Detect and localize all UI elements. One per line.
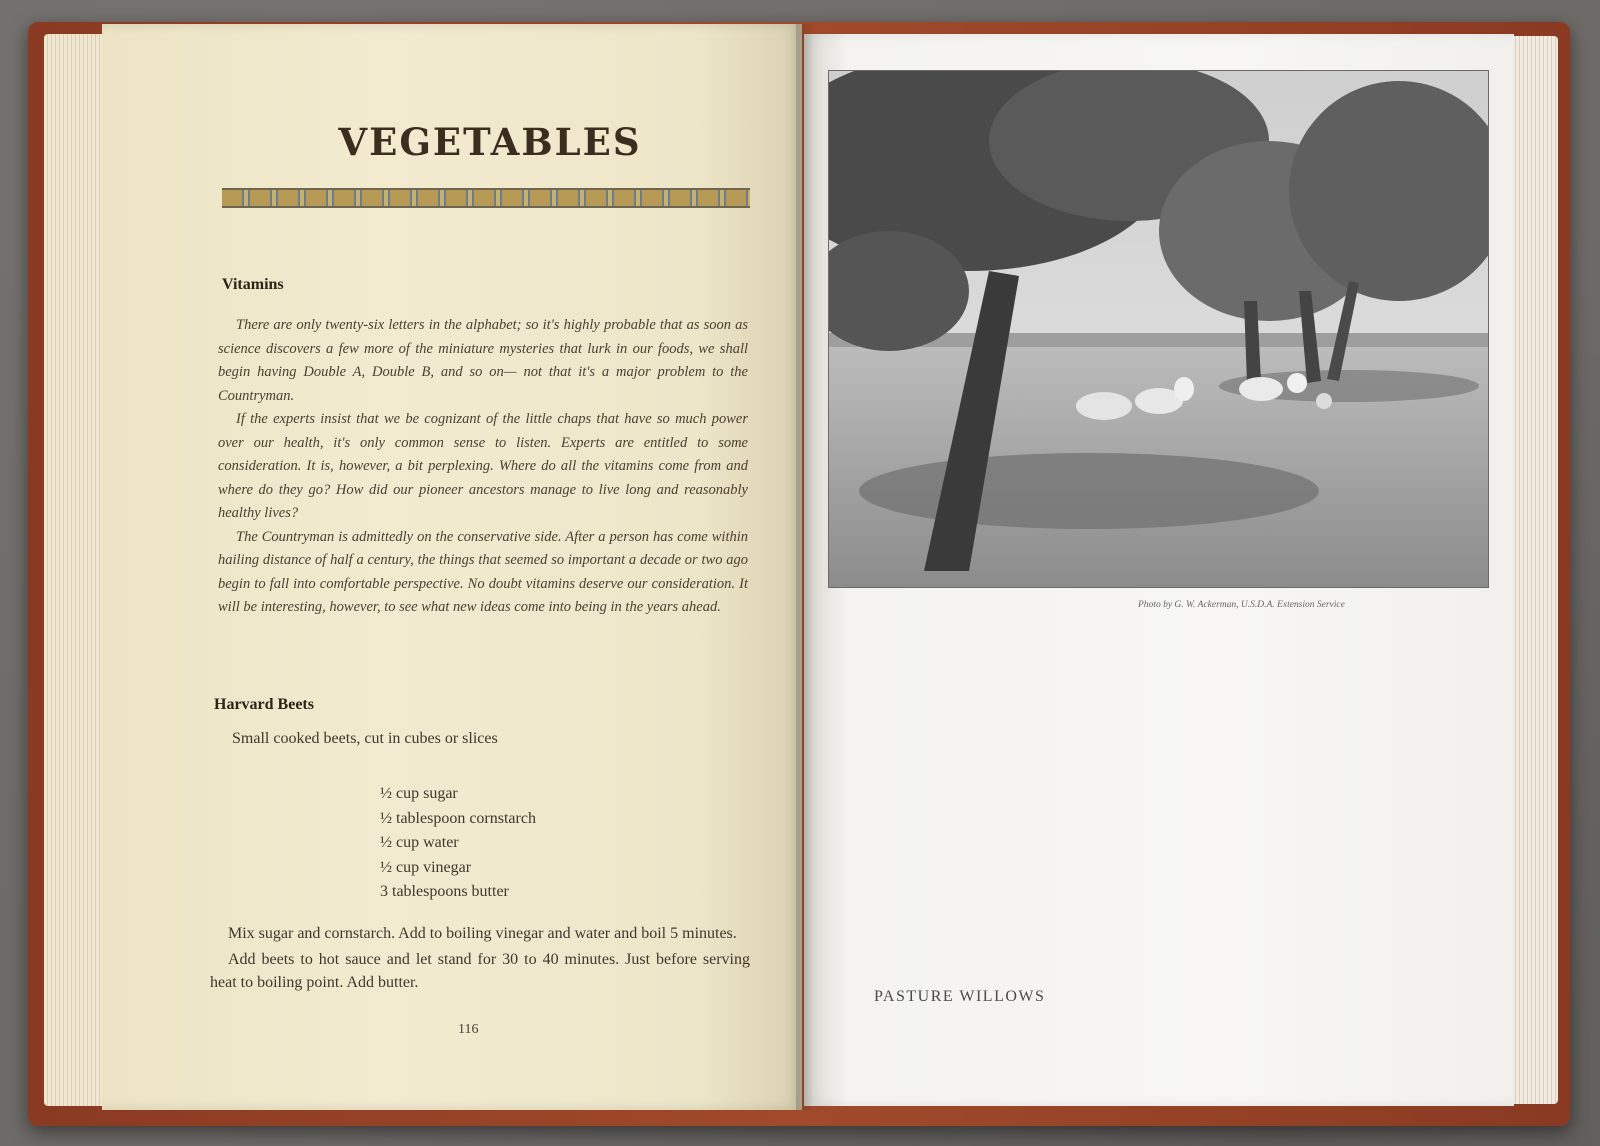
book-gutter bbox=[796, 24, 812, 1110]
section-heading-vitamins: Vitamins bbox=[222, 276, 284, 293]
ingredient-item: ½ cup vinegar bbox=[380, 858, 472, 876]
ingredient-list bbox=[380, 782, 536, 905]
ingredient-item: ½ tablespoon cornstarch bbox=[380, 809, 536, 827]
method-step: Add beets to hot sauce and let stand for 30 to 40 minutes. Just before serving heat to boiling point. Add butter. bbox=[210, 950, 750, 991]
recipe-title: Harvard Beets bbox=[214, 696, 314, 713]
vitamins-text bbox=[218, 314, 748, 620]
recipe-lead: Small cooked beets, cut in cubes or slices bbox=[232, 730, 498, 747]
photo-credit: Photo by G. W. Ackerman, U.S.D.A. Extension Service bbox=[1138, 600, 1345, 610]
ingredient-item: ½ cup water bbox=[380, 834, 459, 851]
chapter-title: VEGETABLES bbox=[338, 120, 642, 164]
ingredient-item: ½ cup sugar bbox=[380, 785, 458, 802]
method-step: Mix sugar and cornstarch. Add to boiling vinegar and water and boil 5 minutes. bbox=[228, 925, 737, 942]
intro-paragraph: There are only twenty-six letters in the alphabet; so it's highly probable that as soon as science discovers a few more of the miniature mysteries that lurk in our foods, we shall begin having Double A, Double B, and so on— not that it's a major problem to the Countryman. bbox=[218, 317, 748, 404]
page-number: 116 bbox=[458, 1022, 479, 1037]
right-page-edges bbox=[1508, 36, 1558, 1104]
ingredient-item: 3 tablespoons butter bbox=[380, 883, 509, 900]
ornamental-divider bbox=[222, 188, 750, 208]
intro-paragraph: If the experts insist that we be cognizant of the little chaps that have so much power over our health, it's only common sense to listen. Experts are entitled to some consideration. It is, however, a bit perplexing. Where do all the vitamins come from and where do they go? How did our pioneer ancestors manage to live long and reasonably healthy lives? bbox=[218, 411, 748, 521]
recipe-method bbox=[210, 922, 750, 997]
pasture-willows-photo bbox=[828, 70, 1489, 588]
intro-paragraph: The Countryman is admittedly on the conservative side. After a person has come within hailing distance of half a century, the things that seemed so important a decade or two ago begin to fall into comfortable perspective. No doubt vitamins deserve our consideration. It will be interesting, however, to see what new ideas come into being in the years ahead. bbox=[218, 528, 748, 615]
photo-caption: PASTURE WILLOWS bbox=[874, 988, 1046, 1005]
